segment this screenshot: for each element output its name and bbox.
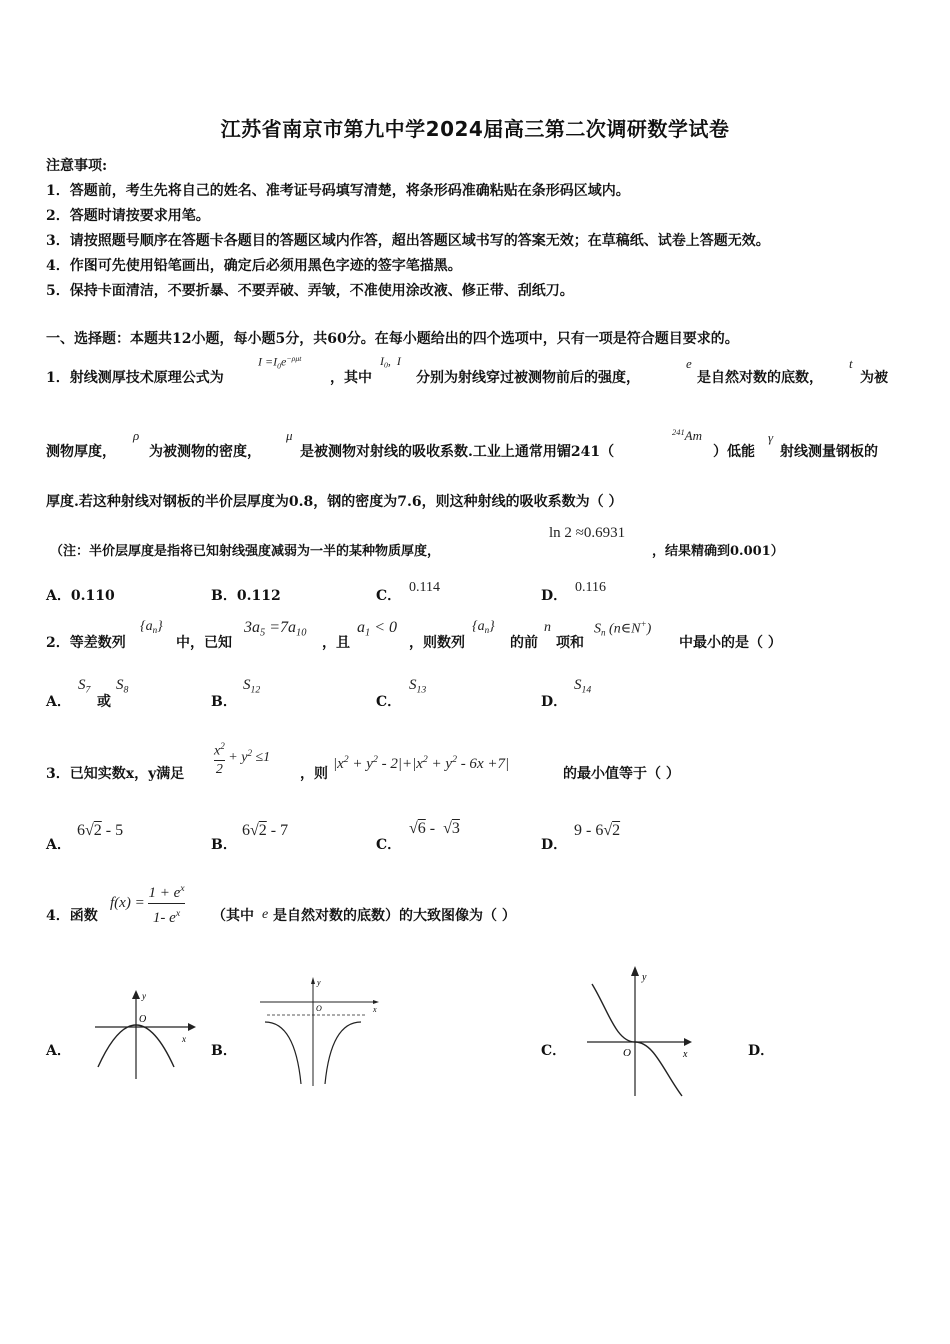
q2-option-d[interactable]: D． [541,694,568,710]
q1-mu: μ [286,428,293,443]
q4-function: f(x) = $\frac{1 + e^x}{1- e^x}$ [110,883,185,926]
q1-text-6: 测物厚度， [46,444,116,460]
q4-option-c[interactable]: C． [541,1043,567,1059]
q2-n: n [544,620,551,635]
q1-text-3: 分别为射线穿过被测物前后的强度， [416,370,640,386]
q1-option-a[interactable]: A．0.110 [46,588,115,604]
q4-text-2: （其中 [212,908,254,924]
graph-b [255,972,385,1090]
q1-text-10: 射线测量钢板的 [780,444,878,460]
q4-text-3: 是自然对数的底数）的大致图像为（ ） [273,908,516,924]
q1-ln2: ln 2 ≈0.6931 [549,525,626,541]
q2-option-b-value: $S_{12}$ [243,677,261,696]
q2-condition-2: $a_1 < 0$ [357,619,397,639]
section-heading: 一、选择题：本题共12小题，每小题5分，共60分。在每小题给出的四个选项中，只有一项是符合题目要求的。 [46,331,739,347]
q2-text-6: 项和 [556,635,584,651]
q2-option-a-or: 或 [97,694,111,710]
q2-sn: $S_n$ (n∈N+) [594,619,652,638]
graph-a [90,985,200,1085]
graph-b-y-arrow [311,977,315,984]
q1-option-c-value: 0.114 [409,580,440,595]
q3-option-d-value: 9 - 6√2 [574,822,621,839]
q1-gamma: γ [768,430,774,445]
q4-e: e [262,907,269,922]
graph-a-y-label: y [142,991,146,1001]
q2-text-7: 中最小的是（ ） [679,635,782,651]
q2-text-5: 的前 [510,635,538,651]
graph-a-origin-label: O [139,1014,147,1025]
q1-formula: $I =I_0e^{-\rho\mu t}$ [258,354,302,371]
q3-option-c[interactable]: C． [376,837,402,853]
q1-t: t [849,356,853,371]
graph-a-x-arrow [188,1023,196,1031]
graph-c-origin-label: O [623,1047,631,1059]
q3-text-2: ，则 [300,766,328,782]
q2-text-2: 中，已知 [176,635,232,651]
q1-option-b[interactable]: B．0.112 [211,588,281,604]
q1-option-c[interactable]: C． [376,588,402,604]
notice-item-2: 2．答题时请按要求用笔。 [46,208,210,224]
q2-an-2: $\{a_n\}$ [472,619,495,636]
q1-note-2: ，结果精确到0.001） [652,544,784,559]
graph-b-x-label: x [373,1005,377,1014]
page-title: 江苏省南京市第九中学2024届高三第二次调研数学试卷 [220,117,730,141]
q2-option-d-value: $S_{14}$ [574,677,592,696]
graph-a-x-label: x [182,1034,186,1044]
q2-condition-1: $3a_5 =7a_{10}$ [244,619,307,639]
q4-option-b[interactable]: B． [211,1043,237,1059]
q1-option-d[interactable]: D． [541,588,568,604]
q1-text-4: 是自然对数的底数， [697,370,823,386]
q2-option-c-value: $S_{13}$ [409,677,427,696]
q3-condition: $\frac{x^2}{2}$ + $y^2 \le 1$ [214,741,271,778]
q2-option-a[interactable]: A． [46,694,71,710]
q1-text-5: 为被 [860,370,888,386]
graph-a-y-arrow [132,990,140,999]
q2-option-a-s8: $S_8$ [116,677,129,696]
notice-item-1: 1．答题前，考生先将自己的姓名、准考证号码填写清楚，将条形码准确粘贴在条形码区域内。 [46,183,630,199]
q1-text-8: 是被测物对射线的吸收系数.工业上通常用镅241（ [300,444,615,460]
q2-option-c[interactable]: C． [376,694,402,710]
q4-option-a[interactable]: A． [46,1043,71,1059]
q1-option-d-value: 0.116 [575,580,606,595]
q2-text-3: ，且 [322,635,350,651]
graph-c-y-arrow [631,966,639,976]
q1-rho: ρ [133,428,140,443]
q4-text-1: 4．函数 [46,908,98,924]
q3-option-a[interactable]: A． [46,837,71,853]
notice-heading: 注意事项: [46,158,108,174]
q1-text-2: ，其中 [330,370,372,386]
graph-b-y-label: y [317,978,321,987]
notice-item-4: 4．作图可先使用铅笔画出，确定后必须用黑色字迹的签字笔描黑。 [46,258,462,274]
q1-e: e [686,356,692,371]
q1-text-1: 1．射线测厚技术原理公式为 [46,370,224,386]
q1-note-1: （注：半价层厚度是指将已知射线强度减弱为一半的某种物质厚度， [50,544,441,559]
q1-text-11: 厚度.若这种射线对钢板的半价层厚度为0.8，钢的密度为7.6，则这种射线的吸收系数为（ ） [46,494,623,510]
q3-option-a-value: 6√2 - 5 [77,822,124,839]
graph-b-curve-right [325,1022,361,1084]
notice-item-5: 5．保持卡面清洁，不要折暴、不要弄破、弄皱，不准使用涂改液、修正带、刮纸刀。 [46,283,574,299]
graph-c-x-label: x [683,1049,688,1060]
graph-c-x-arrow [684,1038,692,1046]
q3-expression: $|x^2 + y^2 - 2|+|x^2 + y^2 - 6x +7|$ [333,754,510,772]
graph-b-curve-left [265,1022,301,1084]
q2-an: $\{a_n\}$ [140,619,163,636]
q3-text-1: 3．已知实数x，y满足 [46,766,185,782]
graph-c [582,962,702,1100]
q1-text-9: ）低能 [713,444,755,460]
q2-option-a-s7: $S_7$ [78,677,91,696]
graph-c-curve [592,984,682,1096]
notice-item-3: 3．请按照题号顺序在答题卡各题目的答题区域内作答，超出答题区域书写的答案无效；在草稿纸、试卷上答题无效。 [46,233,770,249]
q2-text-4: ，则数列 [409,635,465,651]
q3-option-c-value: √6 - √3 [409,820,460,837]
q1-am241: $^{241}$Am [672,427,702,444]
q3-text-3: 的最小值等于（ ） [563,766,680,782]
q3-option-b-value: 6√2 - 7 [242,822,289,839]
q2-text-1: 2．等差数列 [46,635,126,651]
q2-option-b[interactable]: B． [211,694,237,710]
q3-option-d[interactable]: D． [541,837,568,853]
q4-option-d[interactable]: D． [748,1043,775,1059]
graph-b-origin-label: O [316,1004,322,1013]
graph-c-y-label: y [642,972,647,983]
q3-option-b[interactable]: B． [211,837,237,853]
graph-b-x-arrow [373,1000,379,1004]
q1-text-7: 为被测物的密度， [149,444,261,460]
q1-i0-i: $I_0$, I [380,354,401,370]
